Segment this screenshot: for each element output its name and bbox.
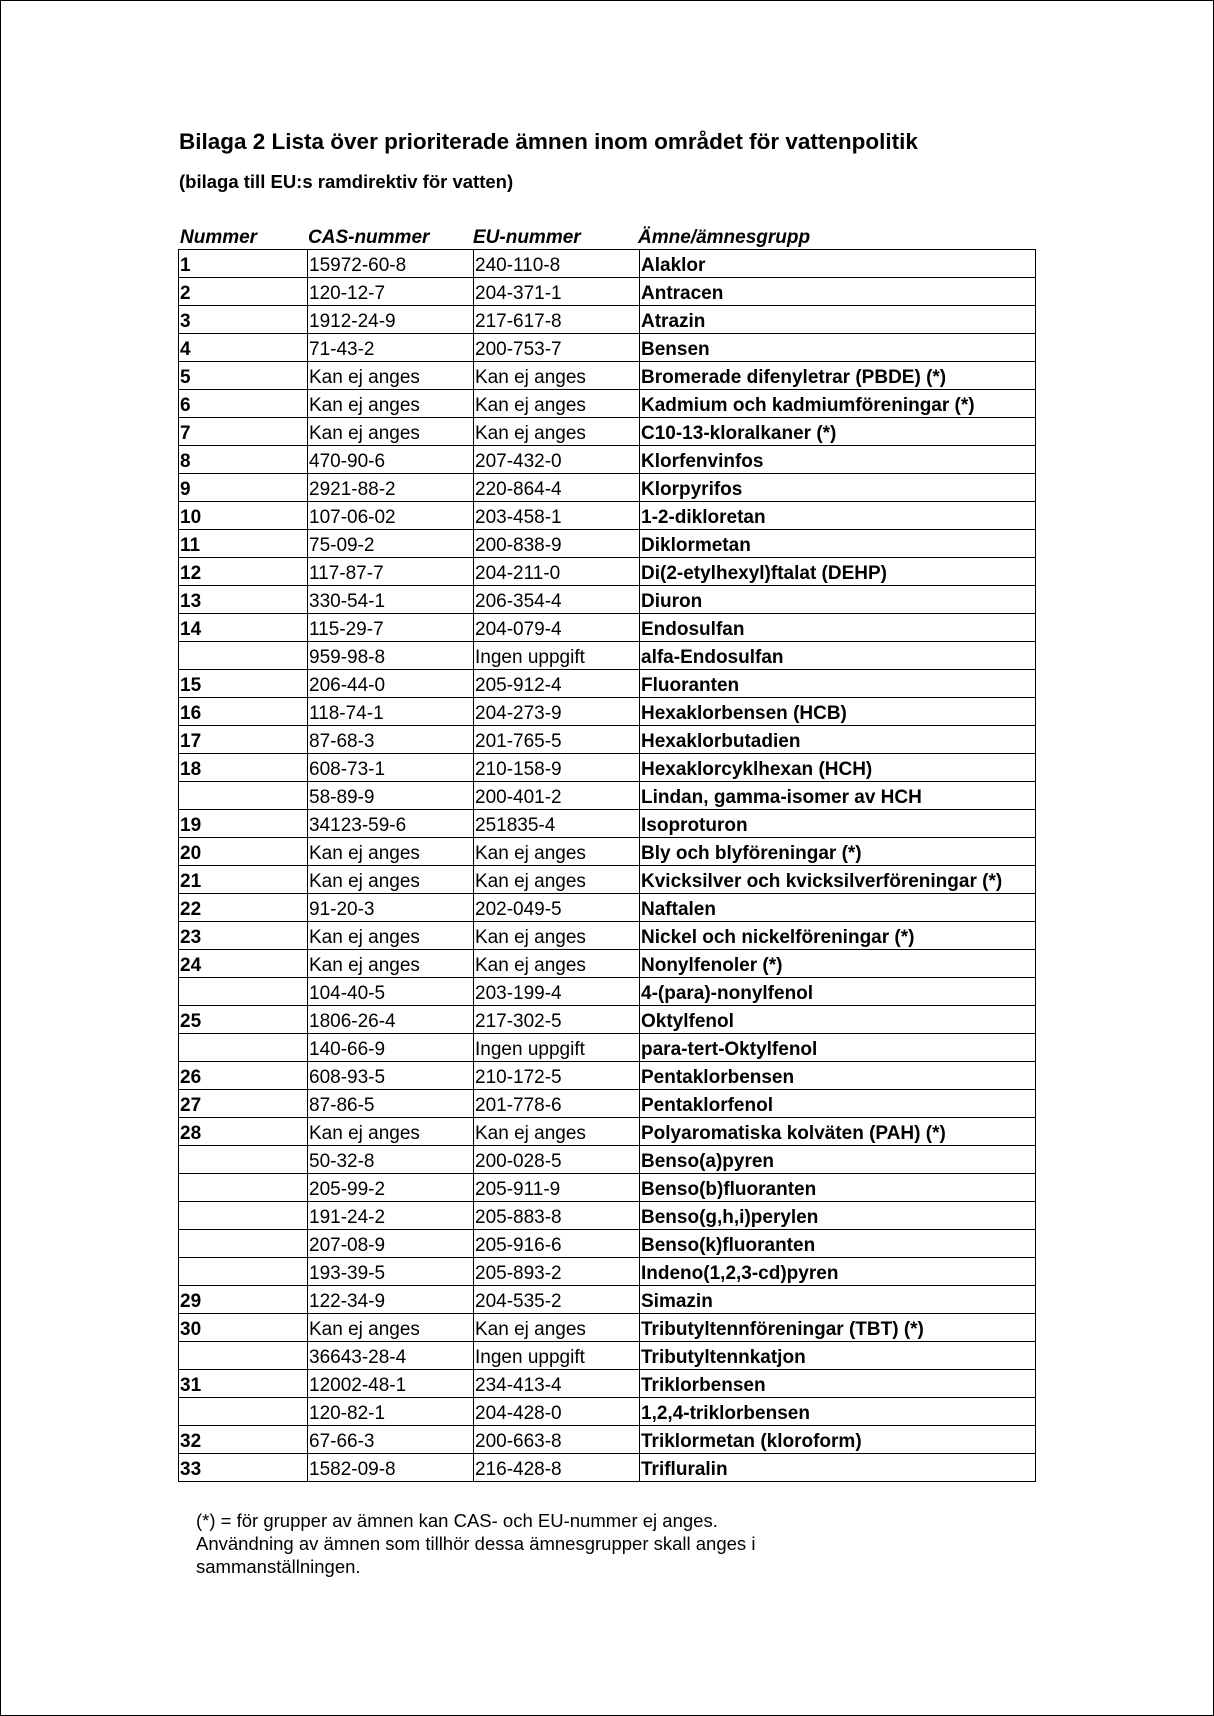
cell-substance: Kadmium och kadmiumföreningar (*) <box>640 390 1036 418</box>
cell-eu-number: Kan ej anges <box>474 362 640 390</box>
table-row <box>179 670 1036 698</box>
cell-cas-number: 206-44-0 <box>308 670 474 698</box>
cell-number <box>179 1258 308 1286</box>
cell-eu-number: 217-617-8 <box>474 306 640 334</box>
cell-number: 19 <box>179 810 308 838</box>
footnote-line: Användning av ämnen som tillhör dessa ämnesgrupper skall anges i <box>196 1533 756 1554</box>
cell-number <box>179 642 308 670</box>
cell-number <box>179 1342 308 1370</box>
cell-number: 7 <box>179 418 308 446</box>
cell-eu-number: 207-432-0 <box>474 446 640 474</box>
cell-number: 28 <box>179 1118 308 1146</box>
cell-substance: Bensen <box>640 334 1036 362</box>
page-subtitle: (bilaga till EU:s ramdirektiv för vatten) <box>179 171 514 192</box>
cell-substance: 4-(para)-nonylfenol <box>640 978 1036 1006</box>
cell-eu-number: 203-199-4 <box>474 978 640 1006</box>
cell-cas-number: 67-66-3 <box>308 1426 474 1454</box>
cell-number: 16 <box>179 698 308 726</box>
cell-substance: Hexaklorcyklhexan (HCH) <box>640 754 1036 782</box>
cell-substance: Nickel och nickelföreningar (*) <box>640 922 1036 950</box>
cell-eu-number: 204-371-1 <box>474 278 640 306</box>
column-header-cas: CAS-nummer <box>308 227 430 248</box>
cell-substance: Klorfenvinfos <box>640 446 1036 474</box>
cell-number <box>179 1230 308 1258</box>
cell-eu-number: 205-916-6 <box>474 1230 640 1258</box>
cell-substance: Polyaromatiska kolväten (PAH) (*) <box>640 1118 1036 1146</box>
cell-substance: Diuron <box>640 586 1036 614</box>
table-row <box>179 1062 1036 1090</box>
cell-eu-number: 217-302-5 <box>474 1006 640 1034</box>
cell-number: 3 <box>179 306 308 334</box>
cell-number: 20 <box>179 838 308 866</box>
cell-cas-number: 608-73-1 <box>308 754 474 782</box>
page-title: Bilaga 2 Lista över prioriterade ämnen inom området för vattenpolitik <box>179 129 918 154</box>
table-row <box>179 782 1036 810</box>
cell-number: 1 <box>179 250 308 278</box>
cell-cas-number: 608-93-5 <box>308 1062 474 1090</box>
cell-cas-number: 104-40-5 <box>308 978 474 1006</box>
table-row <box>179 1342 1036 1370</box>
table-row <box>179 1006 1036 1034</box>
cell-number: 23 <box>179 922 308 950</box>
cell-number <box>179 1202 308 1230</box>
cell-substance: Klorpyrifos <box>640 474 1036 502</box>
cell-eu-number: Ingen uppgift <box>474 1034 640 1062</box>
cell-eu-number: Ingen uppgift <box>474 642 640 670</box>
table-row <box>179 1034 1036 1062</box>
cell-cas-number: 36643-28-4 <box>308 1342 474 1370</box>
cell-eu-number: 251835-4 <box>474 810 640 838</box>
cell-eu-number: 203-458-1 <box>474 502 640 530</box>
cell-eu-number: 210-158-9 <box>474 754 640 782</box>
cell-eu-number: 205-912-4 <box>474 670 640 698</box>
cell-cas-number: 118-74-1 <box>308 698 474 726</box>
cell-number: 30 <box>179 1314 308 1342</box>
cell-cas-number: Kan ej anges <box>308 1314 474 1342</box>
cell-number: 9 <box>179 474 308 502</box>
cell-eu-number: 216-428-8 <box>474 1454 640 1482</box>
table-row <box>179 278 1036 306</box>
cell-number: 33 <box>179 1454 308 1482</box>
column-header-number: Nummer <box>180 227 258 248</box>
table-row <box>179 362 1036 390</box>
cell-eu-number: 205-911-9 <box>474 1174 640 1202</box>
footnote-line: (*) = för grupper av ämnen kan CAS- och EU-nummer ej anges. <box>196 1510 718 1531</box>
table-row <box>179 1258 1036 1286</box>
cell-substance: Tributyltennföreningar (TBT) (*) <box>640 1314 1036 1342</box>
cell-number: 27 <box>179 1090 308 1118</box>
table-row <box>179 614 1036 642</box>
table-row <box>179 334 1036 362</box>
cell-cas-number: 205-99-2 <box>308 1174 474 1202</box>
cell-eu-number: Kan ej anges <box>474 838 640 866</box>
cell-eu-number: 200-838-9 <box>474 530 640 558</box>
cell-substance: Endosulfan <box>640 614 1036 642</box>
cell-eu-number: 220-864-4 <box>474 474 640 502</box>
table-row <box>179 418 1036 446</box>
cell-eu-number: 240-110-8 <box>474 250 640 278</box>
table-row <box>179 306 1036 334</box>
cell-substance: Trifluralin <box>640 1454 1036 1482</box>
cell-eu-number: Ingen uppgift <box>474 1342 640 1370</box>
cell-cas-number: 91-20-3 <box>308 894 474 922</box>
table-row <box>179 1146 1036 1174</box>
cell-substance: Hexaklorbensen (HCB) <box>640 698 1036 726</box>
cell-substance: Pentaklorbensen <box>640 1062 1036 1090</box>
cell-number <box>179 978 308 1006</box>
footnote <box>196 1509 755 1578</box>
table-row <box>179 1370 1036 1398</box>
cell-cas-number: 34123-59-6 <box>308 810 474 838</box>
cell-substance: Indeno(1,2,3-cd)pyren <box>640 1258 1036 1286</box>
cell-cas-number: 71-43-2 <box>308 334 474 362</box>
cell-eu-number: Kan ej anges <box>474 866 640 894</box>
cell-substance: Pentaklorfenol <box>640 1090 1036 1118</box>
cell-substance: Tributyltennkatjon <box>640 1342 1036 1370</box>
cell-eu-number: 206-354-4 <box>474 586 640 614</box>
cell-substance: Kvicksilver och kvicksilverföreningar (*) <box>640 866 1036 894</box>
cell-eu-number: Kan ej anges <box>474 1314 640 1342</box>
cell-eu-number: 200-753-7 <box>474 334 640 362</box>
cell-substance: Nonylfenoler (*) <box>640 950 1036 978</box>
footnote-line: sammanställningen. <box>196 1556 361 1577</box>
cell-substance: Lindan, gamma-isomer av HCH <box>640 782 1036 810</box>
cell-eu-number: 201-765-5 <box>474 726 640 754</box>
cell-eu-number: 204-428-0 <box>474 1398 640 1426</box>
column-header-substance: Ämne/ämnesgrupp <box>638 227 811 248</box>
cell-number: 21 <box>179 866 308 894</box>
cell-cas-number: 207-08-9 <box>308 1230 474 1258</box>
cell-cas-number: 58-89-9 <box>308 782 474 810</box>
cell-eu-number: Kan ej anges <box>474 950 640 978</box>
table-row <box>179 838 1036 866</box>
table-row <box>179 894 1036 922</box>
cell-number <box>179 1174 308 1202</box>
table-row <box>179 978 1036 1006</box>
cell-number <box>179 1398 308 1426</box>
cell-cas-number: Kan ej anges <box>308 362 474 390</box>
cell-substance: Benso(b)fluoranten <box>640 1174 1036 1202</box>
table-row <box>179 726 1036 754</box>
table-row <box>179 642 1036 670</box>
cell-cas-number: 959-98-8 <box>308 642 474 670</box>
cell-number: 14 <box>179 614 308 642</box>
cell-eu-number: 234-413-4 <box>474 1370 640 1398</box>
cell-eu-number: 205-883-8 <box>474 1202 640 1230</box>
cell-eu-number: Kan ej anges <box>474 1118 640 1146</box>
cell-number: 15 <box>179 670 308 698</box>
cell-cas-number: 1912-24-9 <box>308 306 474 334</box>
cell-number: 18 <box>179 754 308 782</box>
substance-table <box>178 249 1036 1482</box>
cell-eu-number: 200-401-2 <box>474 782 640 810</box>
table-row <box>179 1426 1036 1454</box>
cell-cas-number: 117-87-7 <box>308 558 474 586</box>
cell-cas-number: 330-54-1 <box>308 586 474 614</box>
cell-substance: Benso(k)fluoranten <box>640 1230 1036 1258</box>
cell-substance: Atrazin <box>640 306 1036 334</box>
cell-number: 22 <box>179 894 308 922</box>
table-row <box>179 390 1036 418</box>
cell-number <box>179 782 308 810</box>
cell-substance: Antracen <box>640 278 1036 306</box>
cell-substance: Simazin <box>640 1286 1036 1314</box>
cell-eu-number: 200-663-8 <box>474 1426 640 1454</box>
cell-number <box>179 1034 308 1062</box>
cell-cas-number: 115-29-7 <box>308 614 474 642</box>
cell-substance: alfa-Endosulfan <box>640 642 1036 670</box>
cell-number: 13 <box>179 586 308 614</box>
cell-substance: Oktylfenol <box>640 1006 1036 1034</box>
cell-cas-number: Kan ej anges <box>308 390 474 418</box>
table-row <box>179 1398 1036 1426</box>
cell-eu-number: Kan ej anges <box>474 922 640 950</box>
cell-cas-number: 140-66-9 <box>308 1034 474 1062</box>
substance-table-body <box>179 250 1036 1482</box>
cell-substance: Benso(g,h,i)perylen <box>640 1202 1036 1230</box>
table-row <box>179 1090 1036 1118</box>
cell-cas-number: 87-68-3 <box>308 726 474 754</box>
table-row <box>179 1286 1036 1314</box>
table-row <box>179 250 1036 278</box>
table-row <box>179 1174 1036 1202</box>
cell-eu-number: 204-079-4 <box>474 614 640 642</box>
cell-number: 29 <box>179 1286 308 1314</box>
cell-number: 8 <box>179 446 308 474</box>
cell-substance: Naftalen <box>640 894 1036 922</box>
table-row <box>179 810 1036 838</box>
cell-substance: Triklorbensen <box>640 1370 1036 1398</box>
cell-eu-number: 204-273-9 <box>474 698 640 726</box>
cell-number: 12 <box>179 558 308 586</box>
table-row <box>179 1118 1036 1146</box>
cell-number: 10 <box>179 502 308 530</box>
cell-cas-number: Kan ej anges <box>308 950 474 978</box>
cell-substance: Di(2-etylhexyl)ftalat (DEHP) <box>640 558 1036 586</box>
cell-number: 32 <box>179 1426 308 1454</box>
table-row <box>179 1314 1036 1342</box>
cell-eu-number: 205-893-2 <box>474 1258 640 1286</box>
cell-number: 11 <box>179 530 308 558</box>
cell-substance: 1-2-dikloretan <box>640 502 1036 530</box>
cell-substance: Hexaklorbutadien <box>640 726 1036 754</box>
cell-number <box>179 1146 308 1174</box>
table-row <box>179 866 1036 894</box>
cell-substance: Diklormetan <box>640 530 1036 558</box>
table-row <box>179 530 1036 558</box>
table-row <box>179 1454 1036 1482</box>
cell-eu-number: Kan ej anges <box>474 418 640 446</box>
cell-substance: Bly och blyföreningar (*) <box>640 838 1036 866</box>
cell-eu-number: 210-172-5 <box>474 1062 640 1090</box>
cell-cas-number: 120-12-7 <box>308 278 474 306</box>
cell-eu-number: 202-049-5 <box>474 894 640 922</box>
cell-cas-number: Kan ej anges <box>308 1118 474 1146</box>
table-row <box>179 1202 1036 1230</box>
cell-number: 26 <box>179 1062 308 1090</box>
cell-cas-number: 120-82-1 <box>308 1398 474 1426</box>
table-row <box>179 698 1036 726</box>
cell-cas-number: 122-34-9 <box>308 1286 474 1314</box>
cell-substance: 1,2,4-triklorbensen <box>640 1398 1036 1426</box>
cell-cas-number: 2921-88-2 <box>308 474 474 502</box>
cell-number: 5 <box>179 362 308 390</box>
cell-cas-number: 191-24-2 <box>308 1202 474 1230</box>
cell-substance: Isoproturon <box>640 810 1036 838</box>
cell-cas-number: 87-86-5 <box>308 1090 474 1118</box>
cell-cas-number: Kan ej anges <box>308 866 474 894</box>
table-row <box>179 922 1036 950</box>
cell-eu-number: 204-535-2 <box>474 1286 640 1314</box>
cell-number: 6 <box>179 390 308 418</box>
cell-cas-number: Kan ej anges <box>308 838 474 866</box>
cell-cas-number: 1806-26-4 <box>308 1006 474 1034</box>
cell-cas-number: 12002-48-1 <box>308 1370 474 1398</box>
cell-cas-number: 1582-09-8 <box>308 1454 474 1482</box>
cell-cas-number: 470-90-6 <box>308 446 474 474</box>
cell-cas-number: 50-32-8 <box>308 1146 474 1174</box>
cell-cas-number: 107-06-02 <box>308 502 474 530</box>
cell-eu-number: 204-211-0 <box>474 558 640 586</box>
cell-substance: Fluoranten <box>640 670 1036 698</box>
cell-substance: Triklormetan (kloroform) <box>640 1426 1036 1454</box>
cell-cas-number: 75-09-2 <box>308 530 474 558</box>
table-row <box>179 950 1036 978</box>
table-row <box>179 474 1036 502</box>
cell-eu-number: 200-028-5 <box>474 1146 640 1174</box>
column-header-eu: EU-nummer <box>473 227 581 248</box>
table-row <box>179 446 1036 474</box>
cell-substance: Bromerade difenyletrar (PBDE) (*) <box>640 362 1036 390</box>
cell-number: 31 <box>179 1370 308 1398</box>
table-row <box>179 754 1036 782</box>
cell-number: 25 <box>179 1006 308 1034</box>
cell-number: 17 <box>179 726 308 754</box>
cell-cas-number: 15972-60-8 <box>308 250 474 278</box>
table-row <box>179 586 1036 614</box>
cell-substance: para-tert-Oktylfenol <box>640 1034 1036 1062</box>
cell-substance: Alaklor <box>640 250 1036 278</box>
cell-substance: Benso(a)pyren <box>640 1146 1036 1174</box>
cell-substance: C10-13-kloralkaner (*) <box>640 418 1036 446</box>
cell-number: 24 <box>179 950 308 978</box>
table-row <box>179 1230 1036 1258</box>
cell-number: 2 <box>179 278 308 306</box>
cell-number: 4 <box>179 334 308 362</box>
table-row <box>179 502 1036 530</box>
cell-eu-number: 201-778-6 <box>474 1090 640 1118</box>
cell-cas-number: Kan ej anges <box>308 418 474 446</box>
table-row <box>179 558 1036 586</box>
cell-cas-number: Kan ej anges <box>308 922 474 950</box>
cell-cas-number: 193-39-5 <box>308 1258 474 1286</box>
cell-eu-number: Kan ej anges <box>474 390 640 418</box>
